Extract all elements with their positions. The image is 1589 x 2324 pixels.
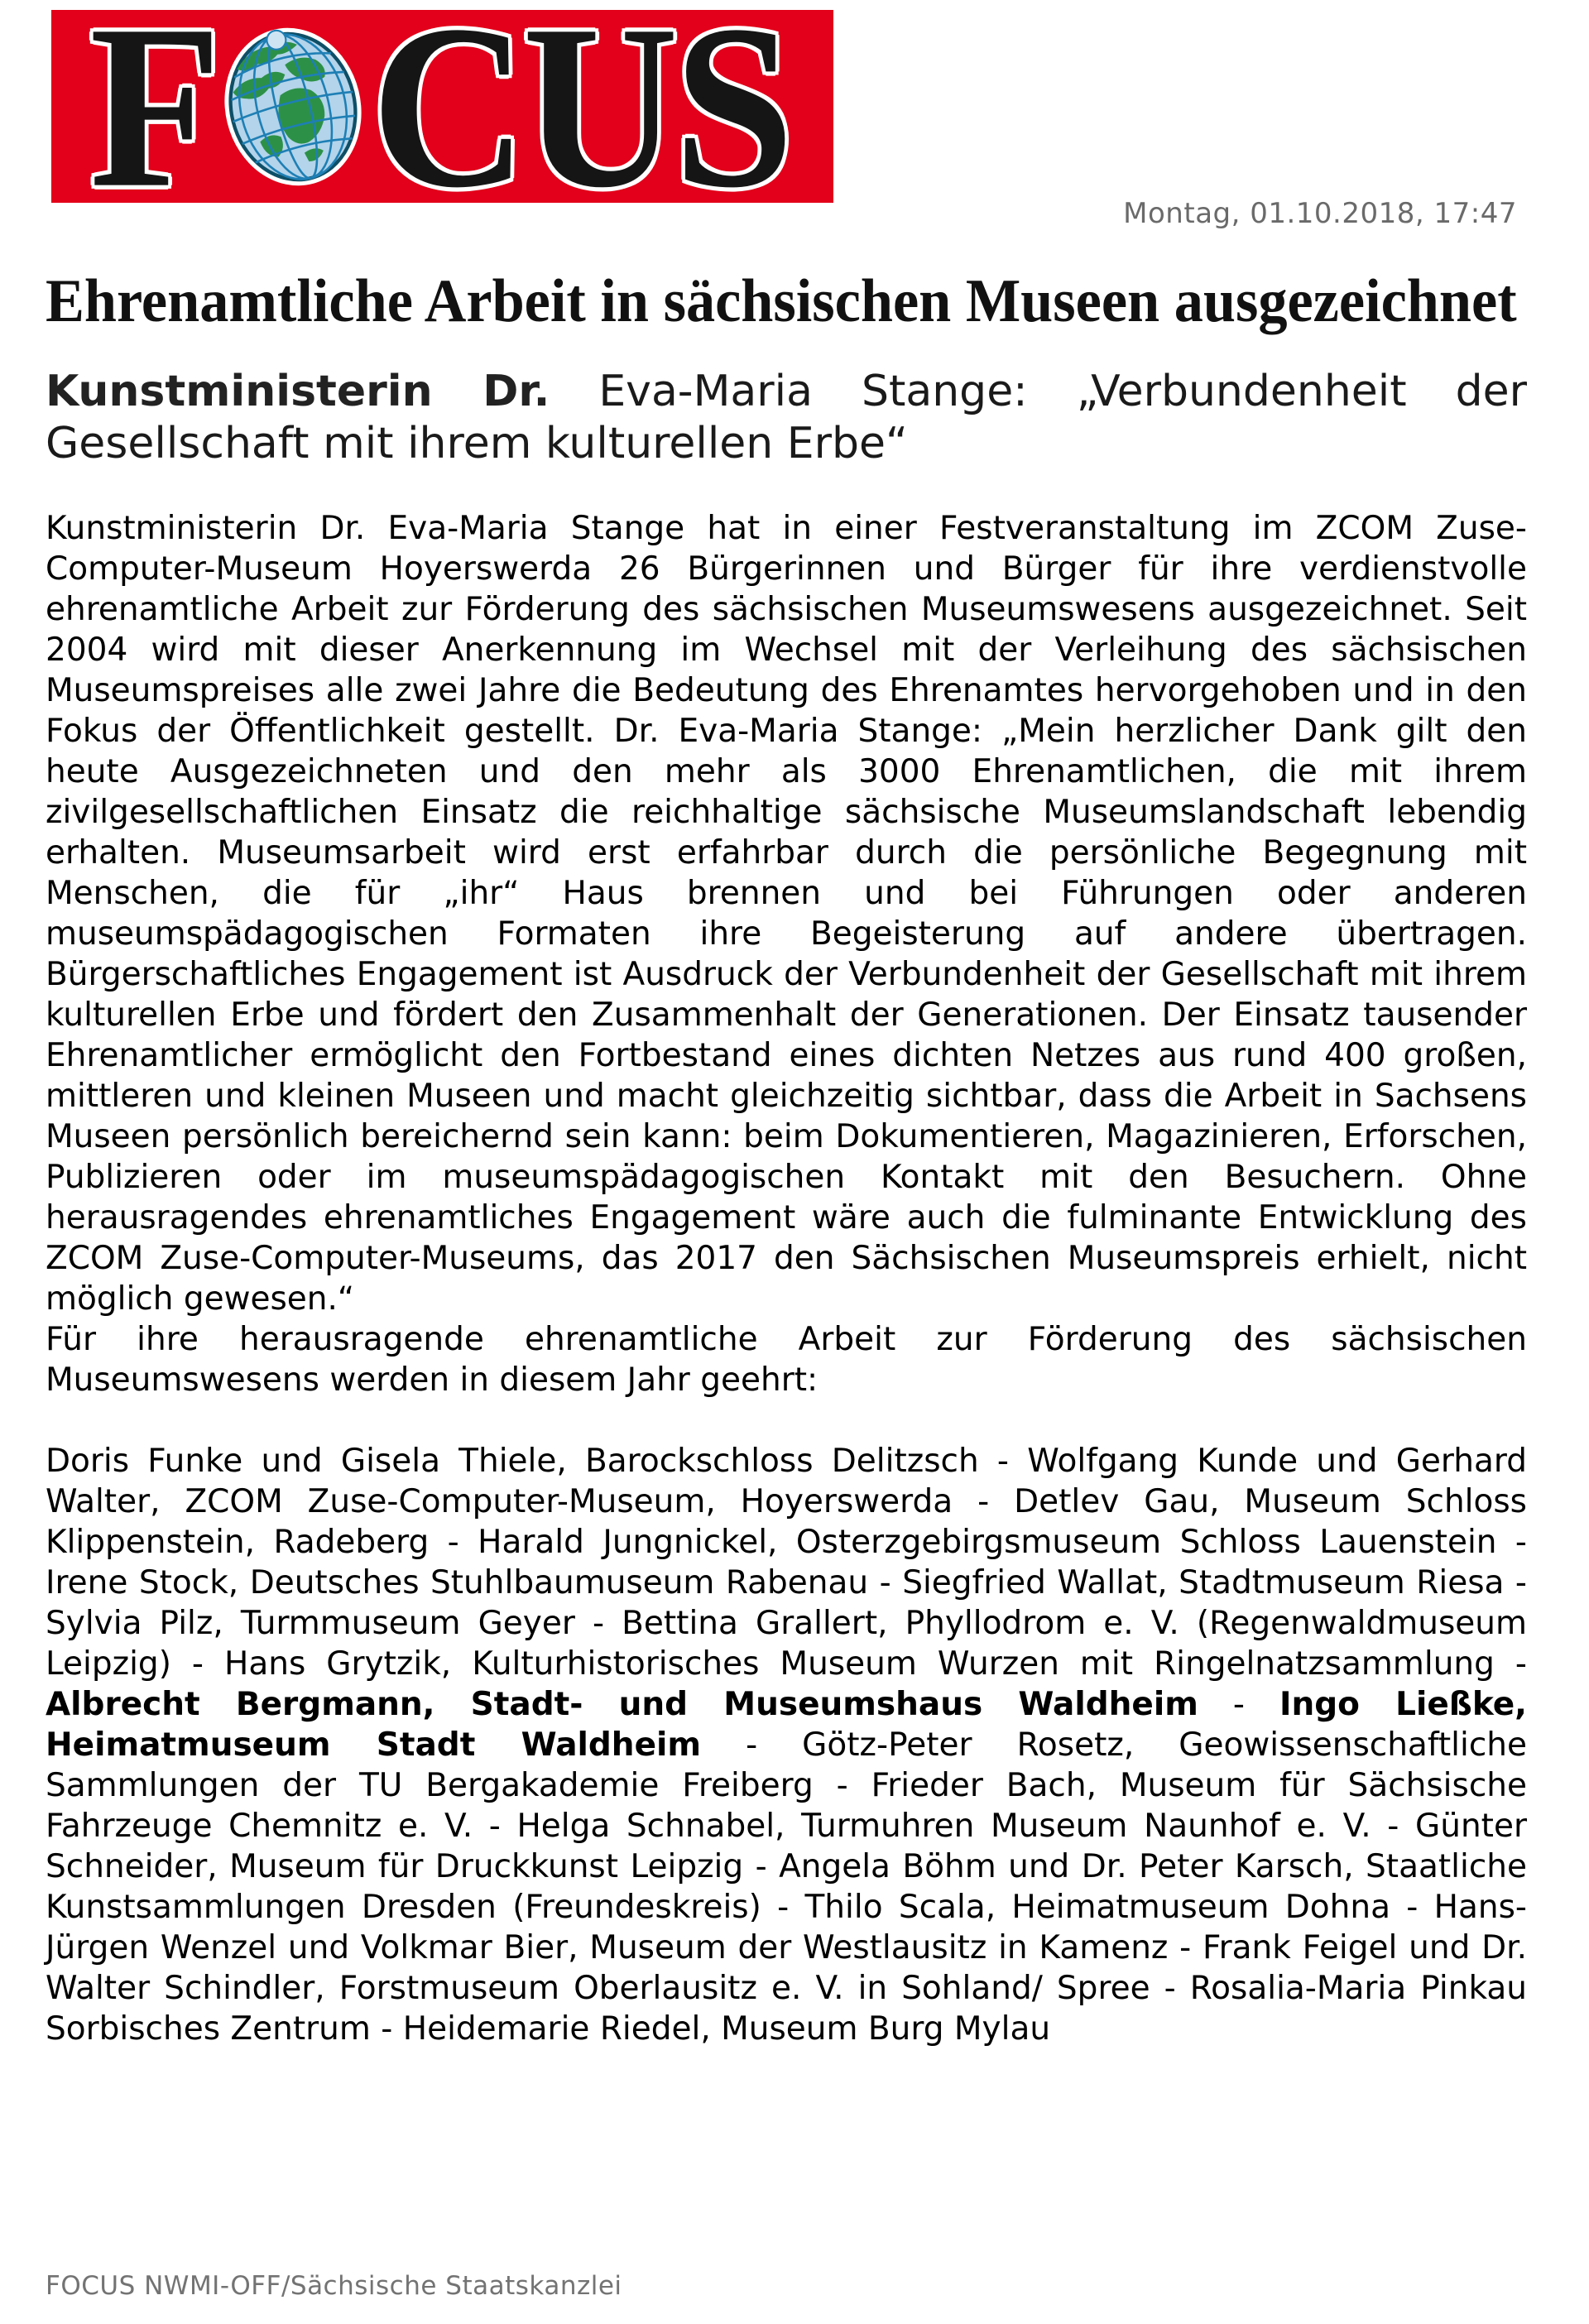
honoree-bold: Albrecht Bergmann, Stadt- und Museumshaus Waldheim [46,1686,1198,1723]
honoree-bold: Ingo Ließke, Heimatmuseum Stadt Waldheim [46,1686,1527,1764]
article-content [46,0,1527,2049]
honorees-paragraph: Doris Funke und Gisela Thiele, Barockschloss Delitzsch - Wolfgang Kunde und Gerhard Walter, ZCOM Zuse-Computer-Museum, Hoyerswerda - Detlev Gau, Museum Schloss Klippenstein, Radeberg - Harald Jungnickel, Osterzgebirgsmuseum Schloss Lauenstein - Irene Stock, Deutsches Stuhlbaumuseum Rabenau - Siegfried Wallat, Stadtmuseum Riesa - Sylvia Pilz, Turmmuseum Geyer - Bettina Grallert, Phyllodrom e. V. (Regenwaldmuseum Leipzig) - Hans Grytzik, Kulturhistorisches Museum Wurzen mit Ringelnatzsammlung - Albrecht Bergmann, Stadt- und Museumshaus Waldheim - Ingo Ließke, Heimatmuseum Stadt Waldheim - Götz-Peter Rosetz, Geowissenschaftliche Sammlungen der TU Bergakademie Freiberg - Frieder Bach, Museum für Sächsische Fahrzeuge Chemnitz e. V. - Helga Schnabel, Turmuhren Museum Naunhof e. V. - Günter Schneider, Museum für Druckkunst Leipzig - Angela Böhm und Dr. Peter Karsch, Staatliche Kunstsammlungen Dresden (Freundeskreis) - Thilo Scala, Heimatmuseum Dohna - Hans-Jürgen Wenzel und Volkmar Bier, Museum der Westlausitz in Kamenz - Frank Feigel und Dr. Walter Schindler, Forstmuseum Oberlausitz e. V. in Sohland/ Spree - Rosalia-Maria Pinkau Sorbisches Zentrum - Heidemarie Riedel, Museum Burg Mylau [46,1443,1527,2048]
body-paragraph-1: Kunstministerin Dr. Eva-Maria Stange hat in einer Festveranstaltung im ZCOM Zuse-Computer-Museum Hoyerswerda 26 Bürgerinnen und Bürger für ihre verdienstvolle ehrenamtliche Arbeit zur Förderung des sächsischen Museumswesens ausgezeichnet. Seit 2004 wird mit dieser Anerkennung im Wechsel mit der Verleihung des sächsischen Museumspreises alle zwei Jahre die Bedeutung des Ehrenamtes hervorgehoben und in den Fokus der Öffentlichkeit gestellt. Dr. Eva-Maria Stange: „Mein herzlicher Dank gilt den heute Ausgezeichneten und den mehr als 3000 Ehrenamtlichen, die mit ihrem zivilgesellschaftlichen Einsatz die reichhaltige sächsische Museumslandschaft lebendig erhalten. Museumsarbeit wird erst erfahrbar durch die persönliche Begegnung mit Menschen, die für „ihr“ Haus brennen und bei Führungen oder anderen museumspädagogischen Formaten ihre Begeisterung auf andere übertragen. Bürgerschaftliches Engagement ist Ausdruck der Verbundenheit der Gesellschaft mit ihrem kulturellen Erbe und fördert den Zusammenhalt der Generationen. Der Einsatz tausender Ehrenamtlicher ermöglicht den Fortbestand eines dichten Netzes aus rund 400 großen, mittleren und kleinen Museen und macht gleichzeitig sichtbar, dass die Arbeit in Sachsens Museen persönlich bereichernd sein kann: beim Dokumentieren, Magazinieren, Erforschen, Publizieren oder im museumspädagogischen Kontakt mit den Besuchern. Ohne herausragendes ehrenamtliches Engagement wäre auch die fulminante Entwicklung des ZCOM Zuse-Computer-Museums, das 2017 den Sächsischen Museumspreis erhielt, nicht möglich gewesen.“ [46,510,1527,1318]
article-datetime: Montag, 01.10.2018, 17:47 [1123,197,1517,230]
footer-credit: FOCUS NWMI-OFF/Sächsische Staatskanzlei [46,2271,622,2301]
subtitle-rest: Eva-Maria Stange: „Verbundenheit der Gesellschaft mit ihrem kulturellen Erbe“ [46,367,1527,468]
article-subtitle [46,366,1527,470]
body-paragraph-2: Für ihre herausragende ehrenamtliche Arbeit zur Förderung des sächsischen Museumswesens werden in diesem Jahr geehrt: [46,1321,1527,1399]
article-title: Ehrenamtliche Arbeit in sächsischen Museen ausgezeichnet [46,267,1517,335]
subtitle-lead: Kunstministerin Dr. [46,367,550,416]
logo-letter-f: F [89,10,218,203]
logo-letters-cus: CUS [371,10,790,203]
